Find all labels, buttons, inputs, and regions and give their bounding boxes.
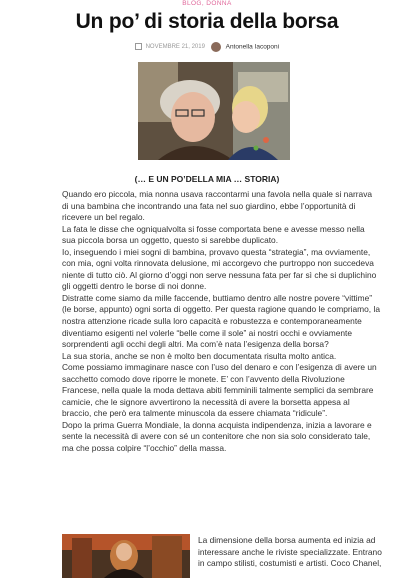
post-date-text: NOVEMBRE 21, 2019 bbox=[145, 44, 205, 51]
calendar-icon bbox=[135, 43, 142, 50]
author-name[interactable]: Antonella Iacoponi bbox=[225, 43, 280, 51]
hero-photo-grandmother-child bbox=[138, 62, 290, 160]
inline-photo-woman-with-bag bbox=[62, 534, 190, 578]
post-date bbox=[135, 43, 205, 50]
paragraph: Dopo la prima Guerra Mondiale, la donna acquista indipendenza, inizia a lavorare e sente la necessità di avere con sé un contenitore che non sia solo considerato tale, ma che possa colpire “l’occhio” della massa. bbox=[62, 419, 372, 454]
paragraph: Io, inseguendo i miei sogni di bambina, provavo questa “strategia”, ma ovviamente, con mia, ogni volta rinnovata delusione, mi accorgevo che purtroppo non succedeva niente di tutto ciò. Al giorno d’oggi non serve nessuna fata per far sì che si duplichino gli oggetti dentro le borse di noi donne. bbox=[62, 246, 377, 292]
paragraph: La fata le disse che ogniqualvolta si fosse comportata bene e avesse messo nella sua piccola borsa un oggetto, questo si sarebbe duplicato. bbox=[62, 223, 365, 246]
post-meta bbox=[0, 42, 414, 52]
post-categories[interactable] bbox=[0, 0, 414, 7]
inline-image bbox=[62, 534, 190, 578]
paragraph: Quando ero piccola, mia nonna usava raccontarmi una favola nella quale si narrava di una bambina che incontrando una fata nel suo giardino, ebbe l’opportunità di ricevere un bel regalo. bbox=[62, 189, 373, 223]
categories-text[interactable]: BLOG, DONNA bbox=[182, 0, 232, 7]
paragraph: Come possiamo immaginare nasce con l’uso del denaro e con l’esigenza di avere un sacchetto comodo dove riporre le monete. E’ con l’avvento della Rivoluzione Francese, nella quale la moda dettava abiti femminili talmente semplici da sembrare camicie, che le signore avvertirono la necessità di avere la borsetta appesa al braccio, che però era talmente minuscola da essere chiamata “ridicule”. bbox=[62, 362, 377, 419]
avatar bbox=[211, 42, 221, 52]
article-body bbox=[62, 189, 380, 455]
paragraph: La sua storia, anche se non è molto ben documentata risulta molto antica. bbox=[62, 350, 337, 361]
page-title: Un po’ di storia della borsa bbox=[75, 10, 339, 33]
post-author[interactable] bbox=[211, 42, 279, 52]
article-subtitle: (… E UN PO’DELLA MIA … STORIA) bbox=[134, 174, 280, 184]
paragraph: Distratte come siamo da mille faccende, buttiamo dentro alle nostre povere “vittime” (le borse, appunto) ogni sorta di oggetto. Per questa ragione quando le compriamo, la nostra attenzione ricade sulla loro capacità e robustezza e contemporaneamente diventiamo esigenti nel volerle “belle come il sole” ai nostri occhi e ovviamente sorprendenti agli occhi degli altri. Ma com’è nata l’esigenza della borsa? bbox=[62, 292, 380, 350]
hero-image bbox=[138, 62, 290, 160]
paragraph: La dimensione della borsa aumenta ed inizia ad interessare anche le riviste specializzate. Entrano in campo stilisti, costumisti e artisti. Coco Chanel, bbox=[198, 535, 382, 569]
